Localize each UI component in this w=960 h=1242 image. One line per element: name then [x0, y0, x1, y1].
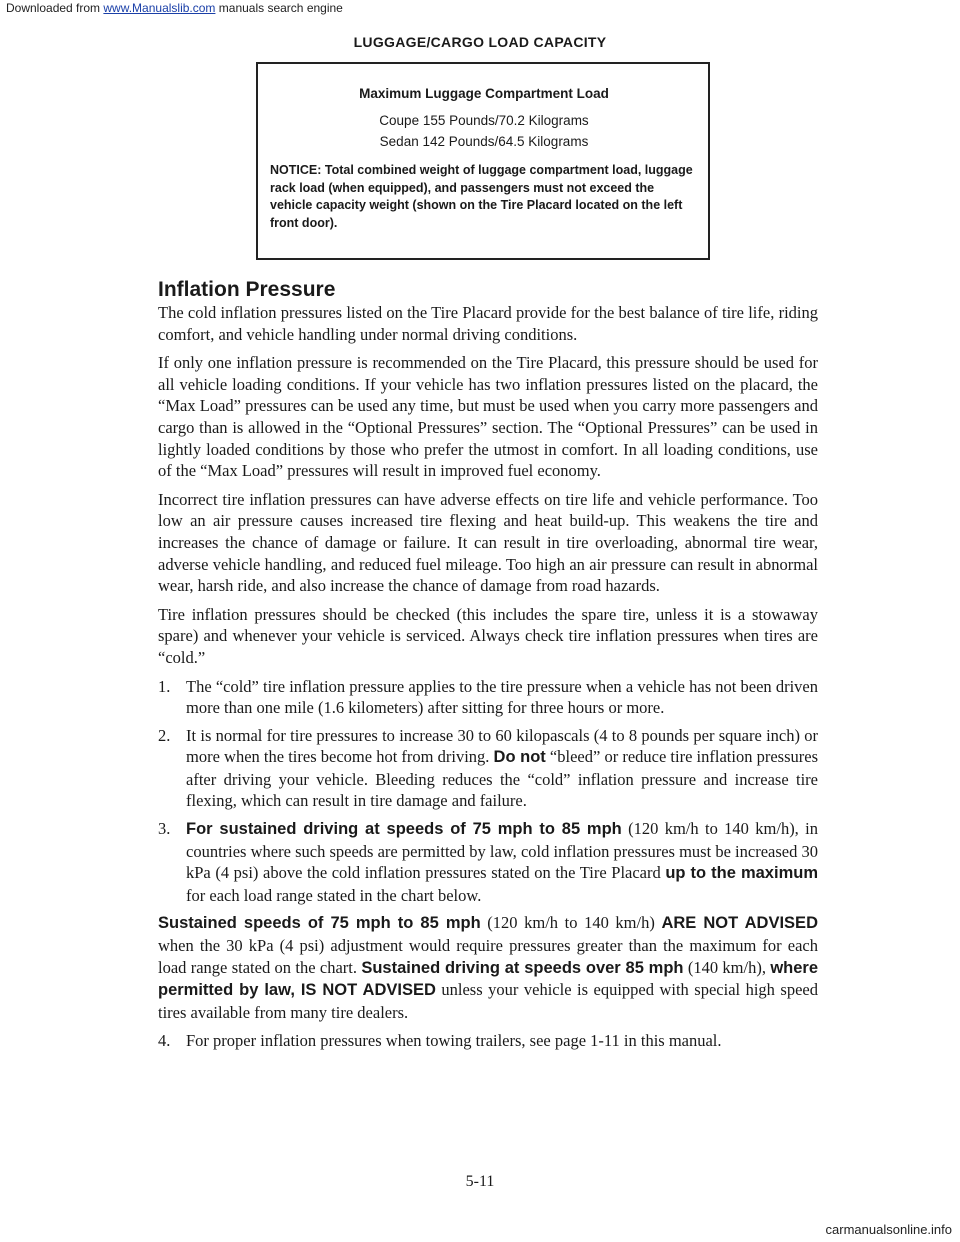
list-item [158, 818, 818, 906]
item-text [186, 818, 818, 906]
list-item [158, 725, 818, 812]
coupe-load: Coupe 155 Pounds/70.2 Kilograms [379, 113, 589, 128]
sustained-speeds-paragraph [158, 912, 818, 1023]
paragraph: Incorrect tire inflation pressures can have adverse effects on tire life and vehicle performance. Too low an air pressure causes increased tire flexing and heat build-up. This weakens the tire and increases the chance of damage or failure. It can result in tire overloading, abnormal tire wear, adverse vehicle handling, and reduced fuel mileage. Too high an air pressure can result in abnormal wear, harsh ride, and also increase the chance of damage from road hazards. [158, 489, 818, 596]
paragraph: The cold inflation pressures listed on the Tire Placard provide for the best balance of tire life, riding comfort, and vehicle handling under normal driving conditions. [158, 303, 818, 344]
list-item [158, 1030, 818, 1052]
emphasis: Sustained speeds of 75 mph to 85 mph [158, 914, 481, 933]
paragraph: If only one inflation pressure is recommended on the Tire Placard, this pressure should be used for all vehicle loading conditions. If your vehicle has two inflation pressures listed on the placard, the “Max Load” pressures can be used any time, but must be used when you carry more passengers and cargo than is allowed in the “Optional Pressures” section. The “Optional Pressures” can be used in lightly loaded conditions by those who prefer the utmost in comfort. In all loading conditions, use of the “Max Load” pressures will result in improved fuel economy. [158, 353, 818, 481]
load-capacity-box [256, 62, 710, 260]
emphasis: ARE NOT ADVISED [661, 914, 818, 933]
source-suffix: manuals search engine [215, 1, 343, 15]
manualslib-link[interactable]: www.Manualslib.com [103, 1, 216, 15]
section-heading: Inflation Pressure [158, 278, 336, 301]
list-item [158, 676, 818, 719]
item-text: The “cold” tire inflation pressure applies to the tire pressure when a vehicle has not been driven more than one mile (1.6 kilometers) after sitting for three hours or more. [186, 676, 818, 718]
item-number: 1. [158, 676, 171, 696]
emphasis: where permitted by law, IS NOT ADVISED [158, 958, 818, 1000]
up-to-max-emphasis: up to the maximum [665, 864, 818, 883]
body-text [158, 302, 818, 1058]
item-text [186, 725, 818, 812]
paragraph: Tire inflation pressures should be checked (this includes the spare tire, unless it is a stowaway spare) and whenever your vehicle is serviced. Always check tire inflation pressures when tires are “cold.” [158, 604, 818, 667]
item-text: For proper inflation pressures when towing trailers, see page 1-11 in this manual. [186, 1031, 722, 1051]
do-not-emphasis: Do not [493, 748, 546, 767]
page-header: LUGGAGE/CARGO LOAD CAPACITY [353, 34, 607, 50]
item-text-run: “bleed” or reduce tire inflation pressures after driving your vehicle. Bleeding reduces the “cold” inflation pressure and increase tire flexing, which can result in tire damage and failure. [186, 747, 818, 811]
page-number: 5-11 [465, 1173, 495, 1190]
load-box-title: Maximum Luggage Compartment Load [359, 86, 609, 101]
text-run: when the 30 kPa (4 psi) adjustment would require pressures greater than the maximum for each load range stated on the chart. [158, 936, 818, 977]
text-run: (120 km/h to 140 km/h) [480, 913, 662, 933]
item-number: 2. [158, 725, 171, 745]
footer-watermark: carmanualsonline.info [825, 1222, 952, 1237]
item-text-run: (120 km/h to 140 km/h), in countries where such speeds are permitted by law, cold inflation pressures must be increased 30 kPa (4 psi) above the cold inflation pressures stated on the Tire Placard [186, 819, 818, 883]
item-text-run: It is normal for tire pressures to increase 30 to 60 kilopascals (4 to 8 pounds per square inch) or more when the tires become hot from driving. [186, 725, 818, 767]
emphasis: Sustained driving at speeds over 85 mph [361, 958, 684, 977]
source-prefix: Downloaded from [6, 1, 104, 15]
text-run: unless your vehicle is equipped with special high speed tires available from many tire dealers. [158, 980, 818, 1022]
item-number: 4. [158, 1031, 171, 1051]
item-number: 3. [158, 819, 171, 839]
load-notice: NOTICE: Total combined weight of luggage compartment load, luggage rack load (when equipped), and passengers must not exceed the vehicle capacity weight (shown on the Tire Placard located on the left front door). [270, 163, 693, 230]
source-line [6, 1, 343, 15]
sustained-driving-emphasis: For sustained driving at speeds of 75 mph to 85 mph [186, 820, 622, 839]
text-run: (140 km/h), [683, 957, 771, 977]
sedan-load: Sedan 142 Pounds/64.5 Kilograms [379, 134, 589, 149]
item-text-run: for each load range stated in the chart below. [186, 885, 482, 905]
